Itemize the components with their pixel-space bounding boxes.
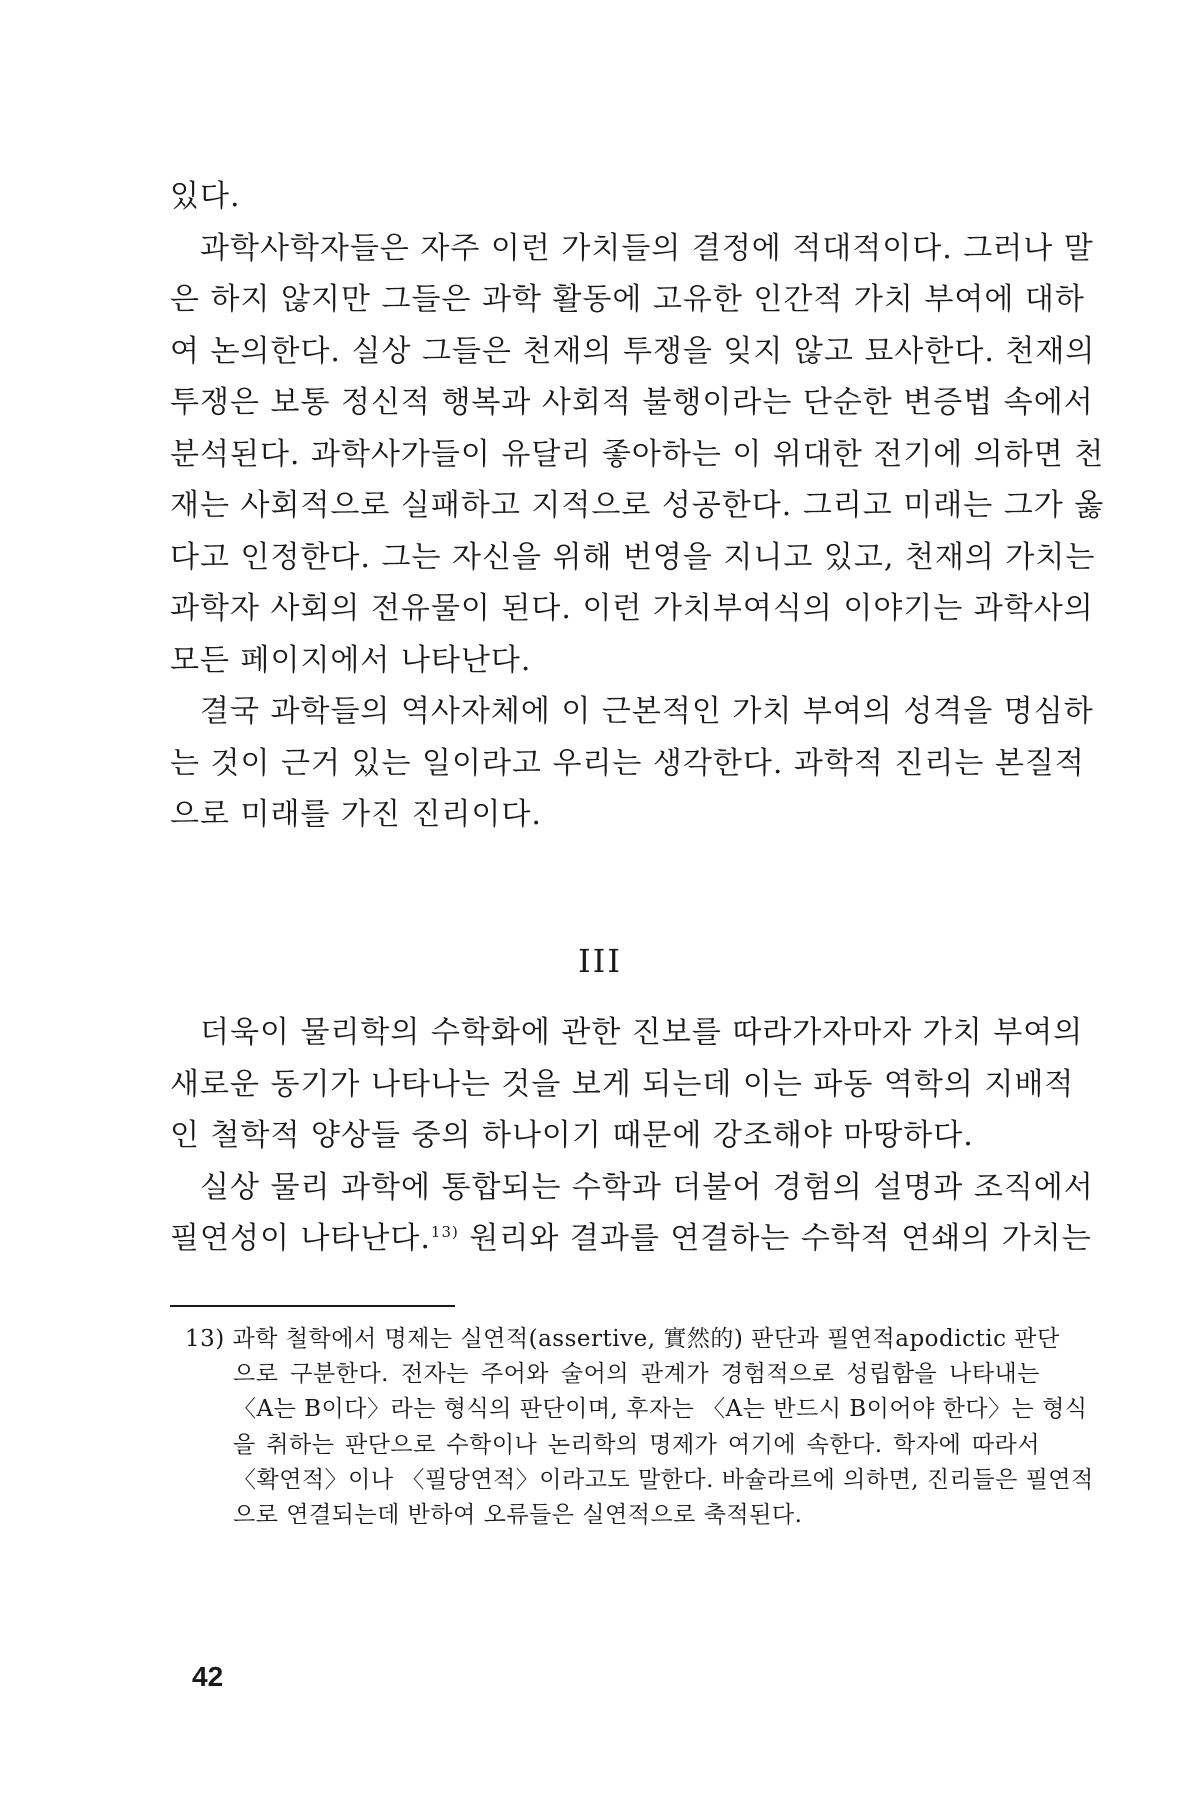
text-line: 다고 인정한다. 그는 자신을 위해 번영을 지니고 있고, 천재의 가치는 bbox=[170, 539, 1096, 575]
footnote-line: 〈A는 B이다〉라는 형식의 판단이며, 후자는 〈A는 반드시 B이어야 한다〉는 형식 bbox=[233, 1396, 1088, 1423]
text-line: 으로 미래를 가진 진리이다. bbox=[170, 797, 542, 832]
text-run: 원리와 결과를 연결하는 수학적 연쇄의 가치는 bbox=[458, 1221, 1092, 1256]
footnote-line: 으로 구분한다. 전자는 주어와 술어의 관계가 경험적으로 성립함을 나타내는 bbox=[233, 1361, 1040, 1388]
text-line: 는 것이 근거 있는 일이라고 우리는 생각한다. 과학적 진리는 본질적 bbox=[170, 745, 1085, 781]
body-text-bottom bbox=[170, 1007, 1094, 1265]
text-line: 과학자 사회의 전유물이 된다. 이런 가치부여식의 이야기는 과학사의 bbox=[170, 591, 1094, 626]
text-line: 과학사학자들은 자주 이런 가치들의 결정에 적대적이다. 그러나 말 bbox=[200, 230, 1094, 266]
footnote-line: 〈확연적〉이나 〈필당연적〉이라고도 말한다. 바슐라르에 의하면, 진리들은 필연적 bbox=[233, 1466, 1094, 1493]
page-number: 42 bbox=[192, 1661, 224, 1692]
text-line: 모든 페이지에서 나타난다. bbox=[170, 642, 532, 678]
text-line: 실상 물리 과학에 통합되는 수학과 더불어 경험의 설명과 조직에서 bbox=[200, 1169, 1094, 1205]
text-run: 필연성이 나타난다. bbox=[170, 1221, 431, 1256]
text-line: 새로운 동기가 나타나는 것을 보게 되는데 이는 파동 역학의 지배적 bbox=[170, 1066, 1075, 1102]
footnote-divider bbox=[170, 1305, 455, 1307]
text-line: 있다. bbox=[170, 179, 241, 214]
footnote-reference[interactable]: 13) bbox=[430, 1223, 459, 1241]
footnote-line: 13) 과학 철학에서 명제는 실연적(assertive, 實然的) 판단과 필연적apodictic 판단 bbox=[185, 1326, 1060, 1352]
text-line: 여 논의한다. 실상 그들은 천재의 투쟁을 잊지 않고 묘사한다. 천재의 bbox=[170, 333, 1096, 369]
body-text-top bbox=[170, 171, 1105, 841]
text-line: 결국 과학들의 역사자체에 이 근본적인 가치 부여의 성격을 명심하 bbox=[200, 694, 1094, 729]
text-line: 재는 사회적으로 실패하고 지적으로 성공한다. 그리고 미래는 그가 옳 bbox=[170, 488, 1105, 523]
text-line: 은 하지 않지만 그들은 과학 활동에 고유한 인간적 가치 부여에 대하 bbox=[170, 282, 1085, 317]
section-heading: III bbox=[578, 942, 622, 980]
text-line: 투쟁은 보통 정신적 행복과 사회적 불행이라는 단순한 변증법 속에서 bbox=[170, 385, 1094, 420]
footnote bbox=[185, 1322, 1094, 1533]
footnote-line: 을 취하는 판단으로 수학이나 논리학의 명제가 여기에 속한다. 학자에 따라서 bbox=[233, 1431, 1040, 1458]
text-line: 더욱이 물리학의 수학화에 관한 진보를 따라가자마자 가치 부여의 bbox=[200, 1015, 1084, 1050]
text-line bbox=[170, 1213, 1092, 1265]
text-line: 분석된다. 과학사가들이 유달리 좋아하는 이 위대한 전기에 의하면 천 bbox=[170, 436, 1105, 472]
footnote-line: 으로 연결되는데 반하여 오류들은 실연적으로 축적된다. bbox=[233, 1501, 803, 1528]
text-line: 인 철학적 양상들 중의 하나이기 때문에 강조해야 마땅하다. bbox=[170, 1118, 974, 1153]
